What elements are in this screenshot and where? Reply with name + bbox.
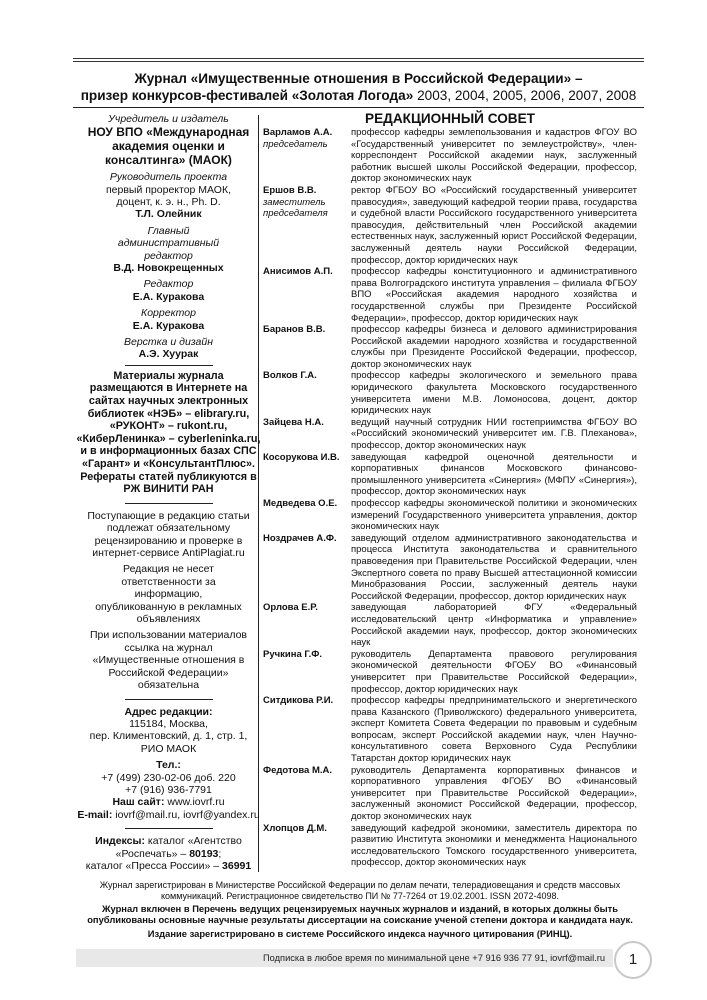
registration-certificate: Журнал зарегистрирован в Министерстве Российской Федерации по делам печати, телерадиовещания и средств массовых коммуникаций. Регистрационное свидетельство ПИ № 77-7264 от 19.02.2001. ISSN 2072-4098. [99,880,621,901]
member-name: Ситдикова Р.И. [263,695,334,707]
address-line: 115184, Москва, [129,717,208,730]
board-member [263,823,637,869]
email-link[interactable]: iovrf@mail.ru, iovrf@yandex.ru [112,808,260,821]
board-member [263,127,637,185]
member-name-cell [263,765,351,823]
member-name-cell [263,452,351,498]
subscription-footer: Подписка в любое время по минимальной цене +7 916 936 77 91, iovrf@mail.ru [262,953,605,963]
project-head-title: первый проректор МАОК, доцент, к. э. н., Ph. D. [105,183,232,208]
member-name-cell [263,649,351,695]
member-name: Хлопцов Д.М. [263,822,327,834]
board-member [263,695,637,765]
member-role: председатель [263,138,328,150]
member-name: Анисимов А.П. [263,266,333,278]
member-name-cell [263,324,351,370]
member-name: Волков Г.А. [263,370,317,382]
masthead [73,70,644,104]
top-double-rule [73,58,644,59]
member-name-cell [263,498,351,533]
founder-label: Учредитель и издатель [108,113,229,125]
member-name: Зайцева Н.А. [263,416,324,428]
address-line: пер. Климентовский, д. 1, стр. 1, [89,730,248,743]
header-rule [73,107,644,108]
divider [125,828,213,829]
board-member [263,370,637,416]
masthead-line1: Журнал «Имущественные отношения в Российской Федерации» – [134,71,583,86]
member-description: заведующий отделом административного законодательства и процесса Института законодательства и сравнительного правоведения при Правительстве Российской Федерации, член Экспертного совета по праву Высшей аттестационной комиссии Минобразования России, заслуженный деятель науки Российской Федерации, профессор, доктор юридических наук [351,532,637,602]
editorial-board [263,110,637,869]
citation-notice: При использовании материалов ссылка на журнал «Имущественные отношения в Российской Федерации» обязательна [89,629,248,692]
top-double-rule-second [73,61,644,62]
board-members-list [263,127,637,869]
member-description: профессор кафедры бизнеса и делового администрирования Российской академии народного хозяйства и государственной службы при Президенте Российской Федерации, профессор, доктор экономических наук [351,324,637,370]
member-name-cell [263,823,351,869]
member-name-cell [263,533,351,603]
board-member [263,417,637,452]
member-description: ведущий научный сотрудник НИИ гостеприимства ФГБОУ ВО «Российский экономический университет им. Г.В. Плеханова», профессор, доктор экономических наук [351,416,637,452]
member-description: руководитель Департамента корпоративных финансов и корпоративного управления ФГОБУ ВО «Финансовый университет при Правительстве Российской Федерации», заслуженный экономист Российской Федерации, профессор, доктор экономических наук [351,764,637,823]
member-description: заведующая кафедрой оценочной деятельности и корпоративных финансов Московского финансово-промышленного университета «Синергия» (МФПУ «Синергия»), профессор, доктор экономических наук [351,451,637,498]
member-name: Варламов А.А. [263,127,333,138]
layout-name: А.Э. Хуурак [138,348,199,361]
address-line: РИО МАОК [140,742,197,755]
member-name: Косорукова И.В. [263,451,340,463]
corrector-name: Е.А. Куракова [132,319,205,332]
footer-bar [76,949,613,967]
member-description: ректор ФГБОУ ВО «Российский государственный университет правосудия», заведующий кафедрой теории права, государства и судебной власти Российского государственного университета правосудия, действительный член Российской академии естественных наук, заслуженный юрист Российской Федерации, заслуженный деятель науки Российской Федерации, профессор, доктор юридических наук [351,184,637,266]
member-name: Орлова Е.Р. [263,602,318,614]
subscription-indexes: Индексы: каталог «Агентство «Роспечать» – 80193; каталог «Пресса России» – 36991 [85,835,252,872]
member-name-cell [263,602,351,648]
phone-number: +7 (916) 936-7791 [125,783,212,796]
member-role: заместитель председателя [263,196,328,220]
corrector-label: Корректор [141,307,196,320]
member-name: Медведева О.Е. [263,498,338,509]
member-description: профессор кафедры конституционного и административного права Волгоградского института управления – филиала ФГБОУ ВПО «Российская академия народного хозяйства и государственной службы при Президенте Российской Федерации», профессор, доктор юридических наук [351,266,637,324]
member-description: заведующая лабораторией ФГУ «Федеральный исследовательский центр «Информатика и управление» Российской академии наук, профессор, доктор экономических наук [351,602,637,649]
member-name-cell [263,266,351,324]
ads-notice: Редакция не несет ответственности за информацию, опубликованную в рекламных объявлениях [95,563,242,626]
site-line: Наш сайт: www.iovrf.ru [112,796,225,809]
project-head-label: Руководитель проекта [109,171,228,184]
board-member [263,452,637,498]
review-notice: Поступающие в редакцию статьи подлежат обязательному рецензированию и проверке в интернет-сервисе AntiPlagiat.ru [87,509,250,560]
founder-name: НОУ ВПО «Международная академия оценки и консалтинга» (МАОК) [87,125,250,167]
board-member [263,324,637,370]
editor-label: Редактор [143,278,194,291]
board-title: РЕДАКЦИОННЫЙ СОВЕТ [365,111,535,126]
member-description: заведующий кафедрой экономики, заместитель директора по развитию Института экономики и менеджмента Национального исследовательского Томского государственного университета, профессор, доктор экономических наук [351,822,637,869]
member-name: Ноздрачев А.Ф. [263,532,337,544]
member-description: профессор кафедры землепользования и кадастров ФГОУ ВО «Государственный университет по землеустройству», член-корреспондент Российской академии наук, заслуженный работник высшей школы Российской Федерации, профессор, доктор экономических наук [351,127,637,185]
board-member [263,533,637,603]
member-name-cell [263,185,351,266]
address-label: Адрес редакции: [124,705,213,718]
divider [125,365,213,366]
board-member [263,266,637,324]
email-line: E-mail: iovrf@mail.ru, iovrf@yandex.ru [77,808,260,821]
vak-list-notice: Журнал включен в Перечень ведущих рецензируемых научных журналов и изданий, в которых должны быть опубликованы основные научные результаты диссертации на соискание ученой степени доктора и кандидата наук. [87,903,633,925]
imprint-column [76,113,261,872]
chief-admin-name: В.Д. Новокрещенных [113,262,224,275]
member-description: профессор кафедры экологического и земельного права юридического факультета Московского государственного университета имени М.В. Ломоносова, доцент, доктор юридических наук [351,370,637,417]
member-name-cell [263,370,351,416]
phone-number: +7 (499) 230-02-06 доб. 220 [101,771,236,784]
site-link[interactable]: www.iovrf.ru [164,796,225,809]
registration-info [76,880,644,940]
editor-name: Е.А. Куракова [132,290,205,303]
member-description: руководитель Департамента правового регулирования экономической деятельности ФГОБУ ВО «Финансовый университет при Правительстве Российской Федерации», профессор, доктор юридических наук [351,648,637,695]
board-member [263,498,637,533]
divider [125,699,213,700]
member-description: профессор кафедры предпринимательского и энергетического права Казанского (Приволжского) федерального университета, эксперт Комитета Совета Федерации по правовым и судебным вопросам, эксперт Российской академии наук, член Научно-консультативного совета Верховного Суда Республики Татарстан доктор юридических наук [351,695,637,765]
member-name-cell [263,417,351,452]
layout-label: Верстка и дизайн [123,336,213,349]
member-name-cell [263,695,351,765]
member-name: Баранов В.В. [263,324,326,336]
member-name-cell [263,127,351,185]
board-member [263,602,637,648]
rinc-notice: Издание зарегистрировано в системе Российского индекса научного цитирования (РИНЦ). [147,927,573,939]
member-name: Ершов В.В. [263,184,317,196]
project-head-name: Т.Л. Олейник [135,208,202,221]
masthead-line2: призер конкурсов-фестивалей «Золотая Логода» 2003, 2004, 2005, 2006, 2007, 2008 [80,88,637,103]
divider [125,503,213,504]
board-member [263,185,637,266]
member-name: Федотова М.А. [263,764,333,776]
member-name: Ручкина Г.Ф. [263,648,322,660]
phone-label: Тел.: [156,759,181,772]
chief-admin-label: Главный административный редактор [117,224,220,262]
board-member [263,649,637,695]
page-number: 1 [614,941,652,979]
online-notice: Материалы журнала размещаются в Интернете на сайтах научных электронных библиотек «НЭБ» – elibrary.ru, «РУКОНТ» – rukont.ru, «КиберЛенинка» – cyberleninka.ru, и в информационных базах СПС «Гарант» и «КонсультантПлюс». Рефераты статей публикуются в РЖ ВИНИТИ РАН [76,369,261,496]
member-description: профессор кафедры экономической политики и экономических измерений Государственного университета управления, доктор экономических наук [351,498,637,533]
board-member [263,765,637,823]
